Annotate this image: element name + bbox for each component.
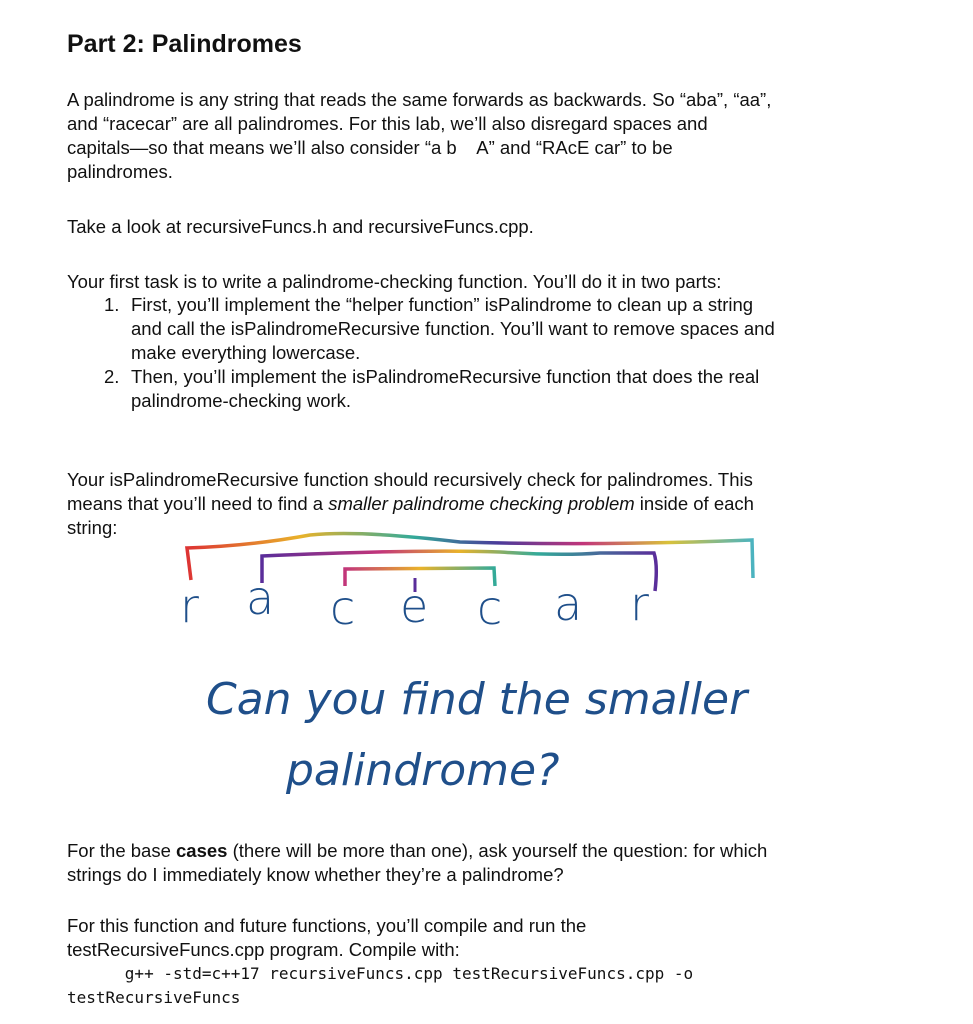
- list-item-line: palindrome-checking work.: [131, 390, 352, 411]
- intro-line: A palindrome is any string that reads the same forwards as backwards. So “aba”, “aa”,: [67, 89, 772, 110]
- drawing-letter: r: [630, 577, 649, 631]
- compile-line: testRecursiveFuncs.cpp program. Compile with:: [67, 939, 460, 960]
- drawing-letter: a: [554, 577, 583, 631]
- list-item-line: Then, you’ll implement the isPalindromeRecursive function that does the real: [131, 366, 760, 387]
- intro-line: capitals—so that means we’ll also consider “a b A” and “RAcE car” to be: [67, 137, 673, 158]
- list-number: 2.: [104, 366, 120, 387]
- text: inside of each: [634, 493, 754, 514]
- drawing-letter: a: [246, 571, 275, 625]
- text: means that you’ll need to find a: [67, 493, 329, 514]
- emphasis: smaller palindrome checking problem: [328, 493, 635, 514]
- drawing-caption: Can you find the smaller: [206, 674, 748, 725]
- drawing-letter: r: [180, 579, 199, 633]
- text: For the base: [67, 840, 177, 861]
- text: (there will be more than one), ask yourself the question: for which: [227, 840, 768, 861]
- base-line: strings do I immediately know whether they’re a palindrome?: [67, 864, 564, 885]
- list-number: 1.: [104, 294, 120, 315]
- compile-command: g++ -std=c++17 recursiveFuncs.cpp testRecursiveFuncs.cpp -o: [67, 964, 694, 983]
- drawing-letter: c: [477, 581, 503, 635]
- compile-line: For this function and future functions, you’ll compile and run the: [67, 915, 587, 936]
- intro-line: and “racecar” are all palindromes. For this lab, we’ll also disregard spaces and: [67, 113, 708, 134]
- drawing-caption: palindrome?: [286, 745, 560, 796]
- page-title: Part 2: Palindromes: [67, 30, 302, 58]
- intro-line: palindromes.: [67, 161, 173, 182]
- list-item-line: and call the isPalindromeRecursive function. You’ll want to remove spaces and: [131, 318, 775, 339]
- drawing-letter: e: [400, 579, 429, 633]
- recursive-line: Your isPalindromeRecursive function should recursively check for palindromes. This: [67, 469, 753, 490]
- drawing-letter: c: [330, 581, 356, 635]
- compile-command: testRecursiveFuncs: [67, 988, 241, 1007]
- bold-text: cases: [176, 840, 228, 861]
- base-line: [67, 839, 767, 863]
- task-text: Your first task is to write a palindrome-checking function. You’ll do it in two parts:: [67, 271, 722, 292]
- list-item-line: make everything lowercase.: [131, 342, 361, 363]
- middle-bracket: [262, 551, 656, 591]
- look-text: Take a look at recursiveFuncs.h and recursiveFuncs.cpp.: [67, 216, 534, 237]
- recursive-line: string:: [67, 517, 118, 538]
- list-item-line: First, you’ll implement the “helper function” isPalindrome to clean up a string: [131, 294, 754, 315]
